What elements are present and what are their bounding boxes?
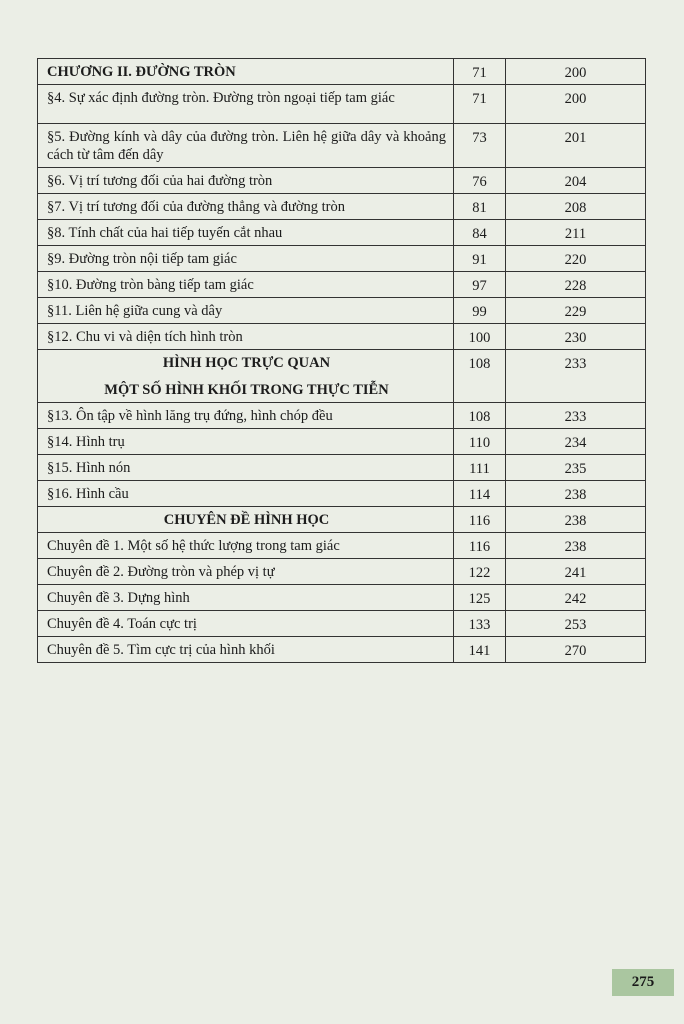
- toc-page-a: 73: [454, 124, 506, 168]
- toc-title: §9. Đường tròn nội tiếp tam giác: [38, 246, 454, 272]
- toc-title: §8. Tính chất của hai tiếp tuyến cắt nhau: [38, 220, 454, 246]
- toc-title: §6. Vị trí tương đối của hai đường tròn: [38, 168, 454, 194]
- toc-page-b: 201: [506, 124, 646, 168]
- toc-page-b: 200: [506, 59, 646, 85]
- toc-title: Chuyên đề 1. Một số hệ thức lượng trong tam giác: [38, 533, 454, 559]
- toc-title: §10. Đường tròn bàng tiếp tam giác: [38, 272, 454, 298]
- toc-page-a: 71: [454, 85, 506, 124]
- toc-title: §14. Hình trụ: [38, 429, 454, 455]
- toc-page-b: 228: [506, 272, 646, 298]
- toc-section-heading: [38, 350, 454, 403]
- toc-page-a: 97: [454, 272, 506, 298]
- toc-title: §11. Liên hệ giữa cung và dây: [38, 298, 454, 324]
- toc-page-b: 211: [506, 220, 646, 246]
- toc-page-a: 76: [454, 168, 506, 194]
- toc-title: §16. Hình cầu: [38, 481, 454, 507]
- toc-row: [38, 168, 646, 194]
- toc-page-b: 204: [506, 168, 646, 194]
- toc-row: [38, 637, 646, 663]
- toc-page-b: 270: [506, 637, 646, 663]
- toc-row: [38, 85, 646, 124]
- toc-row: [38, 481, 646, 507]
- toc-page-b: 235: [506, 455, 646, 481]
- toc-title: Chuyên đề 5. Tìm cực trị của hình khối: [38, 637, 454, 663]
- toc-row: [38, 272, 646, 298]
- toc-page-b: 241: [506, 559, 646, 585]
- toc-page-a: 116: [454, 533, 506, 559]
- toc-title: §5. Đường kính và dây của đường tròn. Liên hệ giữa dây và khoảng cách từ tâm đến dây: [38, 124, 454, 168]
- toc-row: [38, 455, 646, 481]
- toc-page-b: 238: [506, 481, 646, 507]
- toc-page-a: 111: [454, 455, 506, 481]
- toc-page-b: 253: [506, 611, 646, 637]
- toc-page-b: 230: [506, 324, 646, 350]
- toc-page-a: 141: [454, 637, 506, 663]
- toc-row: [38, 403, 646, 429]
- toc-page-b: 229: [506, 298, 646, 324]
- toc-row: [38, 124, 646, 168]
- toc-row: [38, 220, 646, 246]
- toc-title: Chuyên đề 4. Toán cực trị: [38, 611, 454, 637]
- toc-row: [38, 429, 646, 455]
- toc-page-b: 234: [506, 429, 646, 455]
- toc-row: [38, 585, 646, 611]
- toc-page-b: 242: [506, 585, 646, 611]
- toc-page-a: 122: [454, 559, 506, 585]
- toc-page-a: 84: [454, 220, 506, 246]
- toc-row-geometry-topics: [38, 507, 646, 533]
- toc-page-b: 238: [506, 533, 646, 559]
- toc-page-b: 238: [506, 507, 646, 533]
- toc-title: Chuyên đề 3. Dựng hình: [38, 585, 454, 611]
- toc-page-a: 116: [454, 507, 506, 533]
- toc-page-b: 233: [506, 350, 646, 403]
- toc-page-a: 125: [454, 585, 506, 611]
- toc-page-a: 71: [454, 59, 506, 85]
- toc-page-a: 114: [454, 481, 506, 507]
- toc-row: [38, 298, 646, 324]
- toc-row: [38, 194, 646, 220]
- toc-page-b: 200: [506, 85, 646, 124]
- toc-page-a: 99: [454, 298, 506, 324]
- toc-row-chapter-2: [38, 59, 646, 85]
- toc-row-visual-geometry: [38, 350, 646, 403]
- toc-page-a: 108: [454, 350, 506, 403]
- toc-title: HÌNH HỌC TRỰC QUAN: [162, 355, 331, 371]
- toc-page-a: 110: [454, 429, 506, 455]
- table-of-contents: [37, 58, 646, 663]
- toc-row: [38, 611, 646, 637]
- toc-page-a: 91: [454, 246, 506, 272]
- toc-page-a: 100: [454, 324, 506, 350]
- toc-row: [38, 246, 646, 272]
- toc-title: CHƯƠNG II. ĐƯỜNG TRÒN: [38, 59, 454, 85]
- toc-title: §4. Sự xác định đường tròn. Đường tròn ngoại tiếp tam giác: [38, 85, 454, 124]
- toc-page-a: 81: [454, 194, 506, 220]
- toc-page-b: 220: [506, 246, 646, 272]
- toc-title: §13. Ôn tập về hình lăng trụ đứng, hình chóp đều: [38, 403, 454, 429]
- toc-title-line-2: MỘT SỐ HÌNH KHỐI TRONG THỰC TIỄN: [104, 382, 389, 398]
- toc-page-a: 133: [454, 611, 506, 637]
- toc-row: [38, 533, 646, 559]
- toc-title: CHUYÊN ĐỀ HÌNH HỌC: [38, 507, 454, 533]
- page-number: 275: [612, 969, 674, 996]
- toc-page-b: 233: [506, 403, 646, 429]
- toc-row: [38, 324, 646, 350]
- toc-title: Chuyên đề 2. Đường tròn và phép vị tự: [38, 559, 454, 585]
- toc-page-b: 208: [506, 194, 646, 220]
- toc-title: §12. Chu vi và diện tích hình tròn: [38, 324, 454, 350]
- toc-title: §15. Hình nón: [38, 455, 454, 481]
- toc-row: [38, 559, 646, 585]
- toc-page-a: 108: [454, 403, 506, 429]
- toc-title: §7. Vị trí tương đối của đường thẳng và đường tròn: [38, 194, 454, 220]
